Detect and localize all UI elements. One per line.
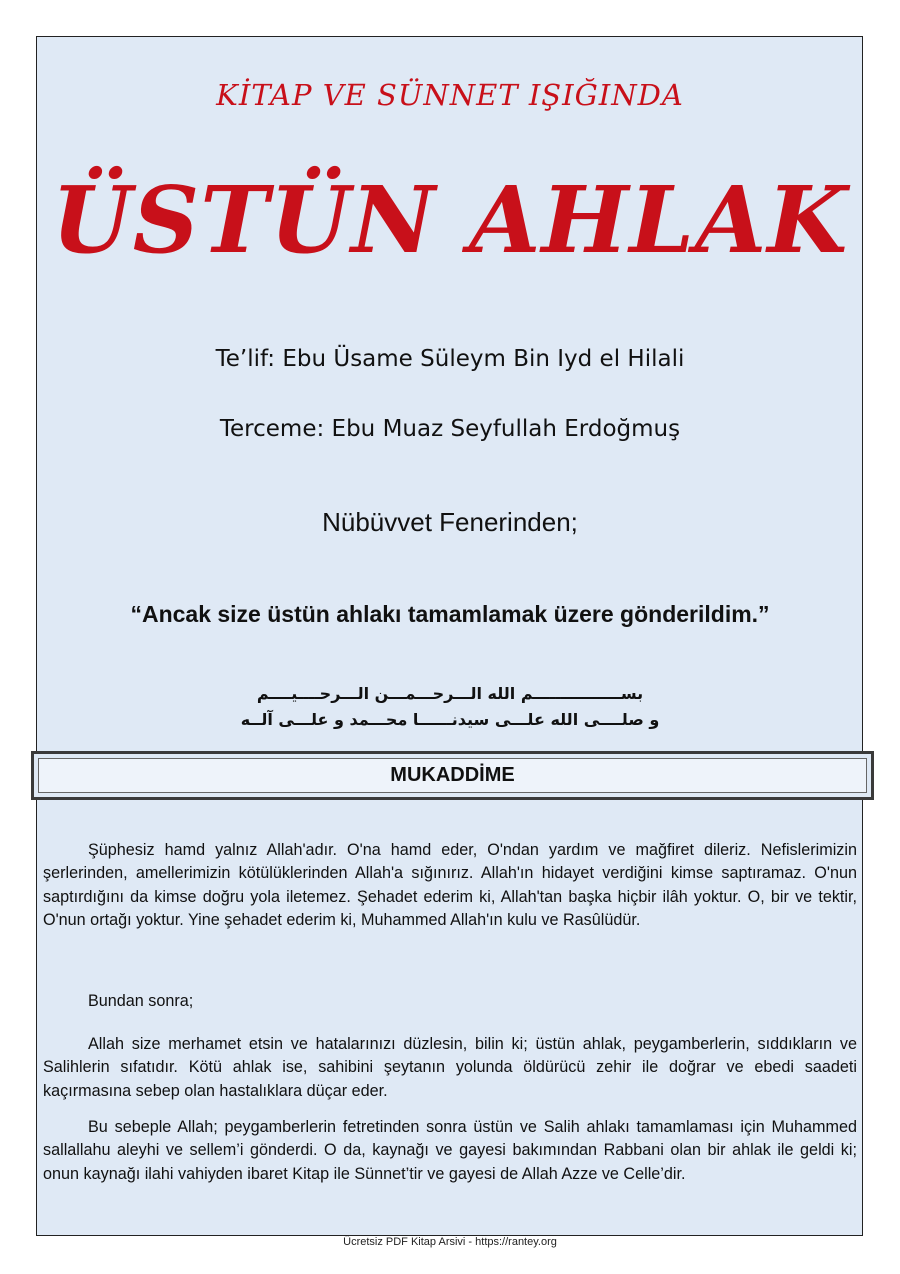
body-paragraph: Bundan sonra; [88,992,194,1010]
author-credit: Te’lif: Ebu Üsame Süleym Bin Iyd el Hilali [215,346,685,372]
book-title: ÜSTÜN AHLAK [51,166,849,274]
page-footer: Ücretsiz PDF Kitap Arsivi - https://rantey.org [343,1236,557,1248]
section-heading: MUKADDİME [390,764,515,786]
translator-credit: Terceme: Ebu Muaz Seyfullah Erdoğmuş [219,416,681,442]
salawat: و صلــــى الله علـــى سيدنــــــا محـــمد و علـــى آلــه [240,710,660,729]
body-paragraph: Bu sebeple Allah; peygamberlerin fetretinden sonra üstün ve Salih ahlakı tamamlaması için Muhammed sallallahu aleyhi ve sellem’i gönderdi. O da, kaynağı ve gayesi bakımından Rabbani olan bir ahlak ile geldi ki; onun kaynağı ilahi vahiyden ibaret Kitap ile Sünnet’tir ve gayesi de Allah Azze ve Celle’dir. [43,1118,857,1183]
series-title: KİTAP VE SÜNNET IŞIĞINDA [216,78,684,112]
basmala: بســــــــــــــــم الله الـــرحـــمـــن الـــرحــــيــــم [256,684,644,703]
body-paragraph: Allah size merhamet etsin ve hatalarınızı düzlesin, bilin ki; üstün ahlak, peygamberlerin, sıddıkların ve Salihlerin sıfatıdır. Kötü ahlak ise, sahibini şeytanın yolunda öldürücü zehir ile doğrar ve ebedi saadeti kaçırmasına sebep olan hastalıklara düçar eder. [43,1035,857,1100]
section-heading-box [31,751,874,800]
section-heading-inner [38,758,867,793]
intro-line: Nübüvvet Fenerinden; [322,507,578,537]
body-paragraph: Şüphesiz hamd yalnız Allah'adır. O'na hamd eder, O'ndan yardım ve mağfiret dileriz. Nefislerimizin şerlerinden, amellerimizin kötülüklerinden Allah'a sığınırız. Allah'ın hidayet verdiğini kimse saptıramaz. O'nun saptırdığını da kimse doğru yola iletemez. Şehadet ederim ki, Allah'tan başka hiçbir ilâh yoktur. O, bir ve tektir, O'nun ortağı yoktur. Yine şehadet ederim ki, Muhammed Allah'ın kulu ve Rasûlüdür. [43,841,857,930]
hadith-quote: “Ancak size üstün ahlakı tamamlamak üzere gönderildim.” [130,601,770,627]
